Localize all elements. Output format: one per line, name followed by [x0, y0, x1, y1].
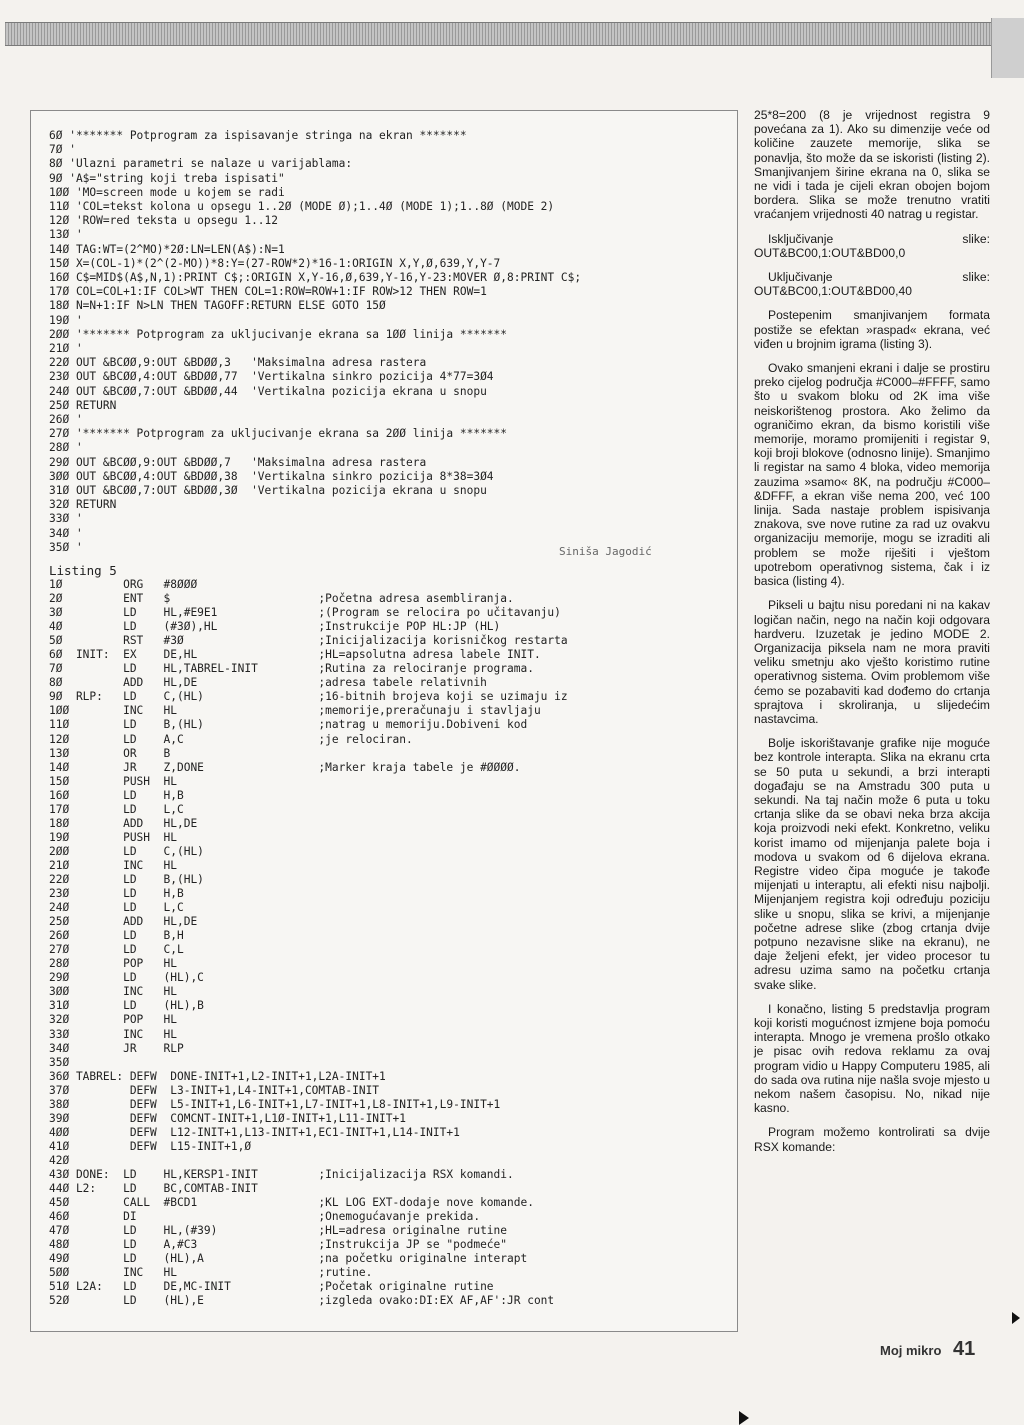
code-line: 3ØØ INC HL — [49, 985, 177, 999]
page-footer — [880, 1338, 975, 1361]
code-line: 2ØØ LD C,(HL) — [49, 844, 204, 858]
code-line: 27Ø LD C,L — [49, 943, 184, 957]
article-paragraph: Pikseli u bajtu nisu poredani ni na kakav logičan način, nego na način koji odgovara hardveru. Izuzetak je jedino MODE 2. Organizacija piksela nam ne mora praviti veliku smetnju ako vješto koristimo rutine operativnog sistema. Ovim problemom više ćemo se pozabaviti kad dođemo do crtanja sprajtova i skroliranja, u slijedećim nastavcima. — [754, 598, 990, 726]
code-line: 34Ø JR RLP — [49, 1041, 184, 1055]
code-line: 1Ø ORG #8ØØØ — [49, 578, 198, 591]
article-paragraph: Program možemo kontrolirati sa dvije RSX komande: — [754, 1125, 990, 1154]
code-line: 47Ø LD HL,(#39) ;HL=adresa originalne rutine — [49, 1224, 508, 1238]
code-line: 24Ø OUT &BCØØ,7:OUT &BDØØ,44 'Vertikalna pozicija ekrana u snopu — [49, 384, 487, 398]
code-line: 21Ø ' — [49, 342, 83, 356]
code-line: 18Ø N=N+1:IF N>LN THEN TAGOFF:RETURN ELSE GOTO 15Ø — [49, 299, 386, 313]
code-line: 16Ø C$=MID$(A$,N,1):PRINT C$;:ORIGIN X,Y-16,Ø,639,Y-16,Y-23:MOVER Ø,8:PRINT C$; — [49, 271, 582, 285]
code-line: 45Ø CALL #BCD1 ;KL LOG EXT-dodaje nove komande. — [49, 1196, 534, 1210]
code-line: 23Ø LD H,B — [49, 887, 184, 901]
code-line: 7Ø ' — [49, 143, 76, 157]
code-line: 17Ø LD L,C — [49, 802, 184, 816]
code-line: 4Ø LD (#3Ø),HL ;Instrukcije POP HL:JP (HL) — [49, 620, 501, 634]
article-paragraph: Uključivanje slike: OUT&BC00,1:OUT&BD00,40 — [754, 270, 990, 299]
code-line: 34Ø ' — [49, 526, 83, 540]
code-line: 23Ø OUT &BCØØ,4:OUT &BDØØ,77 'Vertikalna sinkro pozicija 4*77=3Ø4 — [49, 370, 494, 384]
code-line: 25Ø RETURN — [49, 398, 117, 412]
code-line: 13Ø OR B — [49, 746, 171, 760]
code-line: 22Ø OUT &BCØØ,9:OUT &BDØØ,3 'Maksimalna adresa rastera — [49, 356, 427, 370]
listing-panel — [30, 110, 738, 1332]
code-line: 41Ø DEFW L15-INIT+1,Ø — [49, 1139, 252, 1153]
code-line: 8Ø ADD HL,DE ;adresa tabele relativnih — [49, 676, 487, 690]
code-line: 26Ø ' — [49, 413, 83, 427]
article-paragraph: 25*8=200 (8 je vrijednost registra 9 povećana za 1). Ako su dimenzije veće od količine zauzete memorije, slika se ponavlja, što može da se iskoristi (listing 2). Smanjivanjem širine ekrana na 0, slika se ne vidi i tada je cijeli ekran obojen bojom bordera. Slika se može trenutno vratiti vraćanjem vrijednosti 40 natrag u registar. — [754, 108, 990, 222]
page-number: 41 — [953, 1338, 976, 1360]
code-line: 27Ø '******* Potprogram za ukljucivanje ekrana sa 2ØØ linija ******* — [49, 427, 508, 441]
code-line: 25Ø ADD HL,DE — [49, 915, 198, 929]
code-line: 42Ø — [49, 1153, 70, 1167]
code-line: 7Ø LD HL,TABREL-INIT ;Rutina za relociranje programa. — [49, 662, 534, 676]
code-line: 6Ø INIT: EX DE,HL ;HL=apsolutna adresa labele INIT. — [49, 648, 541, 662]
code-line: 18Ø ADD HL,DE — [49, 816, 198, 830]
code-line: 29Ø LD (HL),C — [49, 971, 204, 985]
article-paragraph: Postepenim smanjivanjem formata postiže se efektan »raspad« ekrana, već viđen u brojnim igrama (listing 3). — [754, 308, 990, 351]
continue-arrow-icon — [1012, 1312, 1020, 1324]
code-line: 19Ø ' — [49, 313, 83, 327]
code-line: 24Ø LD L,C — [49, 901, 184, 915]
code-line: 32Ø RETURN — [49, 498, 117, 512]
code-line: 51Ø L2A: LD DE,MC-INIT ;Početak originalne rutine — [49, 1280, 494, 1294]
code-line: 17Ø COL=COL+1:IF COL>WT THEN COL=1:ROW=ROW+1:IF ROW>12 THEN ROW=1 — [49, 285, 487, 299]
code-line: 26Ø LD B,H — [49, 929, 184, 943]
code-line: 3ØØ OUT &BCØØ,4:OUT &BDØØ,38 'Vertikalna sinkro pozicija 8*38=3Ø4 — [49, 469, 494, 483]
header-rule — [5, 22, 991, 46]
code-line: 11Ø 'COL=tekst kolona u opsegu 1..2Ø (MODE Ø);1..4Ø (MODE 1);1..8Ø (MODE 2) — [49, 200, 555, 214]
code-line: 9Ø RLP: LD C,(HL) ;16-bitnih brojeva koji se uzimaju iz — [49, 690, 568, 704]
listing-title: Listing 5 — [49, 563, 117, 578]
header-corner — [991, 18, 1024, 78]
code-line: 46Ø DI ;Onemogućavanje prekida. — [49, 1210, 481, 1224]
code-line: 28Ø POP HL — [49, 957, 177, 971]
code-line: 12Ø 'ROW=red teksta u opsegu 1..12 — [49, 214, 279, 228]
code-line: 9Ø 'A$="string koji treba ispisati" — [49, 171, 285, 185]
assembly-listing — [49, 578, 568, 1308]
code-line: 1ØØ INC HL ;memorije,preračunaju i stavljaju — [49, 704, 541, 718]
code-line: 32Ø POP HL — [49, 1013, 177, 1027]
article-paragraph: I konačno, listing 5 predstavlja program koji koristi mogućnost izmjene boja pomoću interapta. Mnogo je vremena prošlo otkako je pisac ovih redova reklamu za ovaj program vidio u Happy Computeru 1985, ali do sada ova rutina nije našla svoje mjesto u nekom našem časopisu. No, nikad nije kasno. — [754, 1001, 990, 1116]
continue-arrow-icon — [739, 1411, 749, 1425]
code-line: 29Ø OUT &BCØØ,9:OUT &BDØØ,7 'Maksimalna adresa rastera — [49, 455, 427, 469]
code-line: 12Ø LD A,C ;je relociran. — [49, 732, 413, 746]
code-line: 21Ø INC HL — [49, 858, 177, 872]
code-line: 22Ø LD B,(HL) — [49, 872, 204, 886]
code-line: 5ØØ INC HL ;rutine. — [49, 1266, 373, 1280]
code-line: 31Ø OUT &BCØØ,7:OUT &BDØØ,3Ø 'Vertikalna pozicija ekrana u snopu — [49, 484, 487, 498]
code-line: 35Ø ' — [49, 540, 83, 554]
article-paragraph: Bolje iskorištavanje grafike nije moguće bez kontrole interapta. Slika na ekranu crta se 50 puta u sekundi, a brzi interapti događaju se na Amstradu 300 puta u sekundi. Na taj način može 6 puta u toku crtanja slike da se obavi neka brza akcija koja proizvodi neki efekt. Konkretno, veliku korist imamo od mijenjanja palete boja i modova u svakom od 6 dijelova ekrana. Registre video čipa moguće je takođe mijenjati u interaptu, ali efekti nisu najbolji. Mijenjanjem registra koji određuju poziciju slike u snopu, slika se krivi, a mijenjanje početne adrese slike (zbog crtanja dvije potpuno nezavisne slike na ekranu), ne daje željeni efekt, jer video procesor tu adresu uzima samo na početku crtanja svake slike. — [754, 736, 990, 992]
code-line: 33Ø ' — [49, 512, 83, 526]
code-line: 16Ø LD H,B — [49, 788, 184, 802]
code-line: 19Ø PUSH HL — [49, 830, 177, 844]
code-line: 28Ø ' — [49, 441, 83, 455]
code-line: 2ØØ '******* Potprogram za ukljucivanje ekrana sa 1ØØ linija ******* — [49, 327, 508, 341]
code-line: 8Ø 'Ulazni parametri se nalaze u varijablama: — [49, 157, 353, 171]
article-paragraph: Isključivanje slike: OUT&BC00,1:OUT&BD00,0 — [754, 231, 990, 260]
code-line: 49Ø LD (HL),A ;na početku originalne interapt — [49, 1252, 528, 1266]
magazine-name: Moj mikro — [880, 1343, 942, 1358]
code-line: 37Ø DEFW L3-INIT+1,L4-INIT+1,COMTAB-INIT — [49, 1083, 380, 1097]
code-line: 48Ø LD A,#C3 ;Instrukcija JP se "podmeće" — [49, 1238, 508, 1252]
author-signature: Siniša Jagodić — [559, 545, 652, 558]
code-line: 15Ø PUSH HL — [49, 774, 177, 788]
code-line: 14Ø TAG:WT=(2^MO)*2Ø:LN=LEN(A$):N=1 — [49, 242, 285, 256]
code-line: 6Ø '******* Potprogram za ispisavanje stringa na ekran ******* — [49, 129, 467, 142]
article-column — [754, 108, 990, 1164]
code-line: 1ØØ 'MO=screen mode u kojem se radi — [49, 185, 285, 199]
code-line: 44Ø L2: LD BC,COMTAB-INIT — [49, 1182, 258, 1196]
code-line: 35Ø — [49, 1055, 70, 1069]
code-line: 33Ø INC HL — [49, 1027, 177, 1041]
code-line: 15Ø X=(COL-1)*(2^(2-MO))*8:Y=(27-ROW*2)*16-1:ORIGIN X,Y,Ø,639,Y,Y-7 — [49, 256, 501, 270]
code-line: 3Ø LD HL,#E9E1 ;(Program se relocira po učitavanju) — [49, 606, 561, 620]
code-line: 5Ø RST #3Ø ;Inicijalizacija korisničkog restarta — [49, 634, 568, 648]
code-line: 52Ø LD (HL),E ;izgleda ovako:DI:EX AF,AF':JR cont — [49, 1294, 555, 1308]
code-line: 31Ø LD (HL),B — [49, 999, 204, 1013]
code-line: 4ØØ DEFW L12-INIT+1,L13-INIT+1,EC1-INIT+1,L14-INIT+1 — [49, 1125, 460, 1139]
code-line: 36Ø TABREL: DEFW DONE-INIT+1,L2-INIT+1,L2A-INIT+1 — [49, 1069, 386, 1083]
basic-listing — [49, 129, 581, 555]
code-line: 39Ø DEFW COMCNT-INIT+1,L1Ø-INIT+1,L11-INIT+1 — [49, 1111, 406, 1125]
code-line: 2Ø ENT $ ;Početna adresa asembliranja. — [49, 592, 514, 606]
code-line: 11Ø LD B,(HL) ;natrag u memoriju.Dobiveni kod — [49, 718, 528, 732]
code-line: 43Ø DONE: LD HL,KERSP1-INIT ;Inicijalizacija RSX komandi. — [49, 1167, 514, 1181]
code-line: 13Ø ' — [49, 228, 83, 242]
code-line: 38Ø DEFW L5-INIT+1,L6-INIT+1,L7-INIT+1,L8-INIT+1,L9-INIT+1 — [49, 1097, 501, 1111]
article-paragraph: Ovako smanjeni ekrani i dalje se prostiru preko cijelog područja #C000–#FFFF, samo što u svakom bloku od 2K ima više neiskorištenog prostora. Ako želimo da ograničimo ekran, da bismo koristili više memorije, moramo promijeniti i registar 9, koji broji blokove (odnosno linije). Smanjimo li registar na samo 4 bloka, video memorija zauzima »samo« 8K, na području #C000–&DFFF, a ekran više nema 200, već 100 linija. Sada nastaje problem ispisivanja znakova, sve nove rutine za rad uz ovakvu organizaciju memorije, mogu se izraditi ali problem se može riješiti i vještom upotrebom operativnog sistema, čak i iz basica (listing 4). — [754, 361, 990, 589]
code-line: 14Ø JR Z,DONE ;Marker kraja tabele je #ØØØØ. — [49, 760, 521, 774]
